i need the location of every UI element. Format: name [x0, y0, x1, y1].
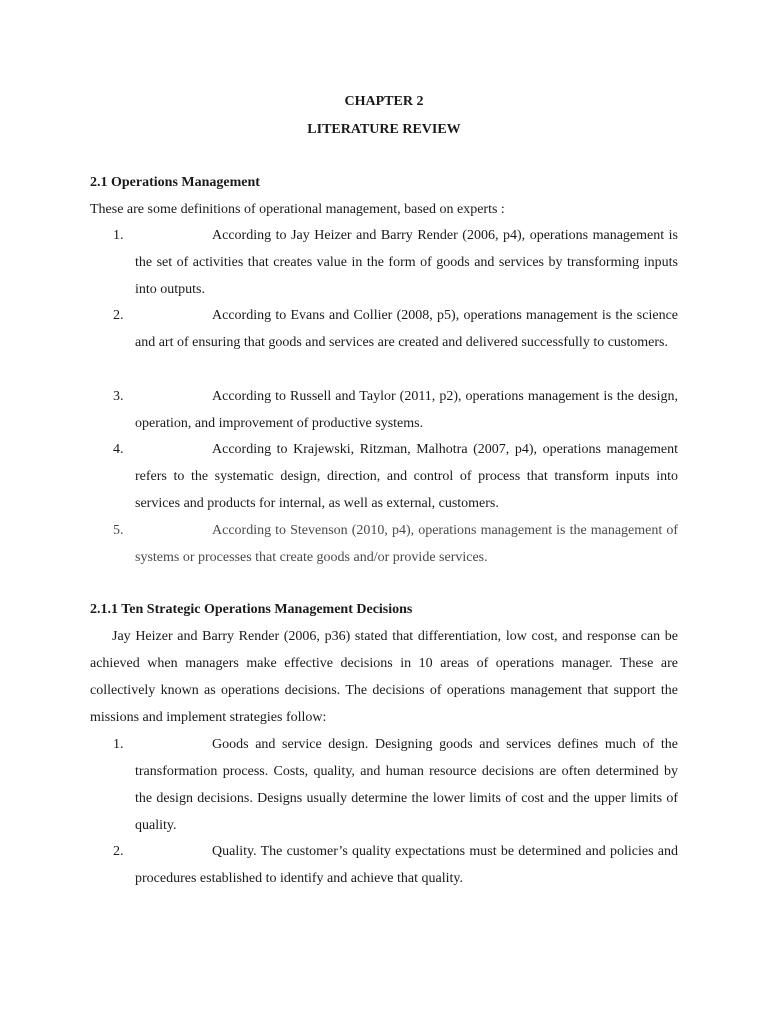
section-heading-2-1: 2.1 Operations Management: [90, 175, 260, 190]
list-item-text: According to Krajewski, Ritzman, Malhotra (2007, p4), operations management refers to the systematic design, direction, and control of process that transform inputs into services and products for internal, as well as external, customers.: [135, 442, 678, 511]
chapter-title: LITERATURE REVIEW: [307, 122, 461, 137]
list-item-number: 4.: [113, 442, 124, 457]
list-item-text: According to Evans and Collier (2008, p5), operations management is the science and art of ensuring that goods and services are created and delivered successfully to customers.: [135, 308, 678, 350]
list-item-number: 1.: [113, 737, 124, 752]
list-item-text: According to Stevenson (2010, p4), operations management is the management of systems or processes that create goods and/or provide services.: [135, 523, 678, 565]
list-item: [90, 436, 678, 517]
list-item: [90, 383, 678, 437]
list-item-number: 2.: [113, 844, 124, 859]
list-item-text: According to Jay Heizer and Barry Render (2006, p4), operations management is the set of activities that creates value in the form of goods and services by transforming inputs into outputs.: [135, 228, 678, 297]
section-intro-2-1-1: Jay Heizer and Barry Render (2006, p36) stated that differentiation, low cost, and response can be achieved when managers make effective decisions in 10 areas of operations manager. These are collectively known as operations decisions. The decisions of operations management that support the missions and implement strategies follow:: [90, 629, 678, 725]
list-item-number: 5.: [113, 523, 124, 538]
list-item-number: 2.: [113, 308, 124, 323]
list-item: [90, 731, 678, 839]
list-item-text: Goods and service design. Designing goods and services defines much of the transformation process. Costs, quality, and human resource decisions are often determined by the design decisions. Designs usually determine the lower limits of cost and the upper limits of quality.: [135, 737, 678, 833]
chapter-label: CHAPTER 2: [344, 94, 424, 109]
list-item: [90, 302, 678, 356]
section-intro-2-1: These are some definitions of operational management, based on experts :: [90, 202, 505, 217]
list-item-text: According to Russell and Taylor (2011, p2), operations management is the design, operation, and improvement of productive systems.: [135, 389, 678, 431]
section-heading-2-1-1: 2.1.1 Ten Strategic Operations Management Decisions: [90, 602, 413, 617]
list-item-number: 1.: [113, 228, 124, 243]
list-item: [90, 222, 678, 303]
list-item-text: Quality. The customer’s quality expectations must be determined and policies and procedures established to identify and achieve that quality.: [135, 844, 678, 886]
list-item: [90, 517, 678, 571]
list-item: [90, 838, 678, 892]
list-item-number: 3.: [113, 389, 124, 404]
